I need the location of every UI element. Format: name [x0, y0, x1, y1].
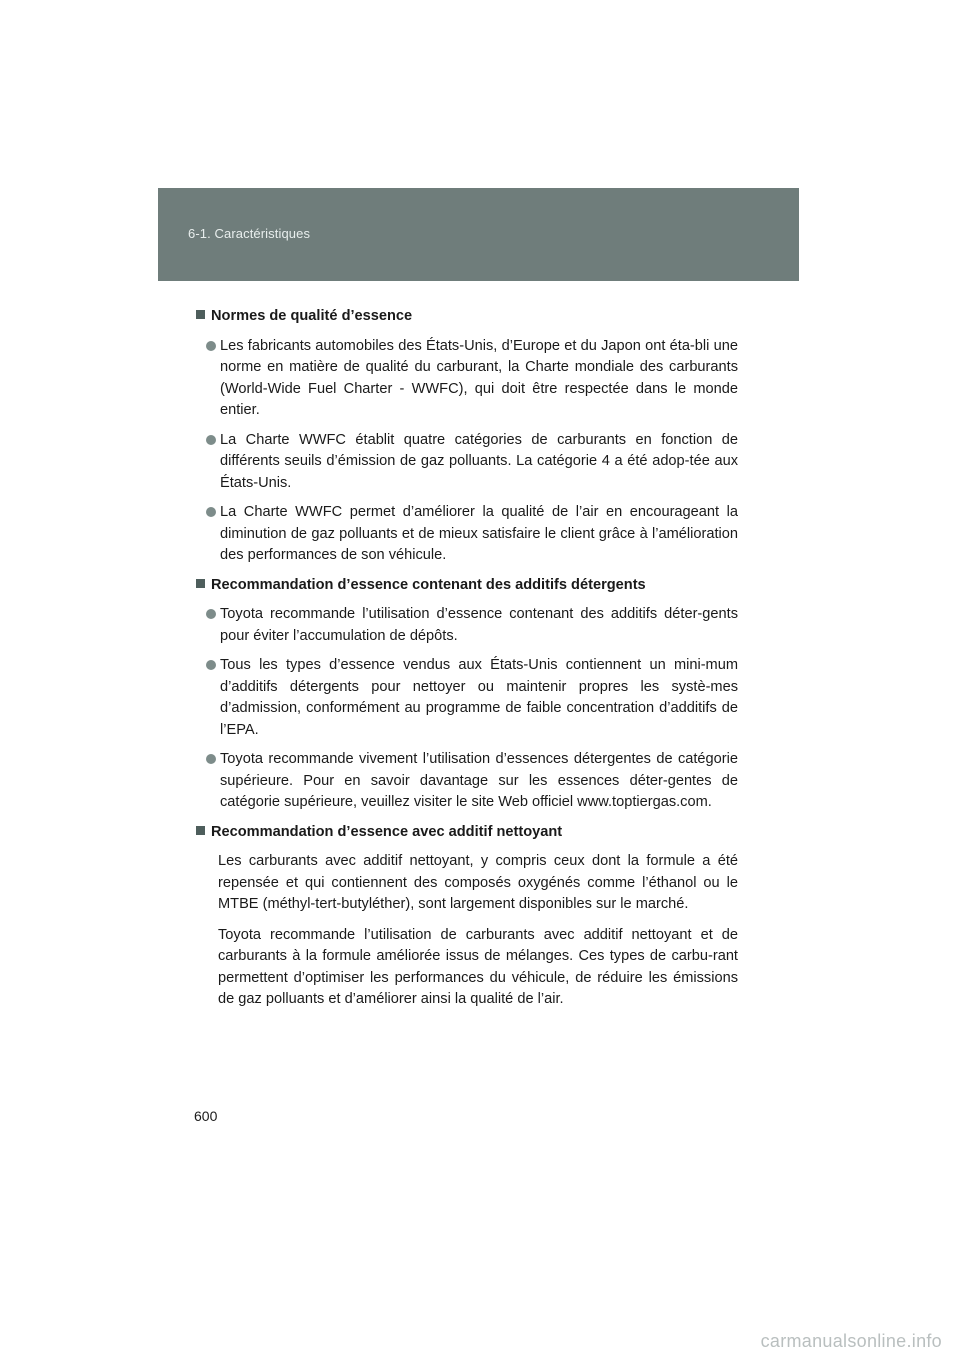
chapter-title: 6-1. Caractéristiques	[188, 226, 311, 241]
page-number: 600	[194, 1108, 218, 1124]
circle-bullet-icon	[206, 507, 216, 517]
circle-bullet-icon	[206, 660, 216, 670]
section-heading: Normes de qualité d’essence	[211, 308, 413, 324]
list-item	[206, 604, 738, 647]
paragraph: Toyota recommande l’utilisation de carburants avec additif nettoyant et de carburants à la formule améliorée issus de mélanges. Ces types de carbu-rant permettent d’optimiser les performances du véhicule, de réduire les émissions de gaz polluants et d’améliorer ainsi la qualité de l’air.	[218, 926, 738, 1007]
list-item-text: Toyota recommande l’utilisation d’essence contenant des additifs déter-gents pour éviter l’accumulation de dépôts.	[220, 606, 738, 644]
section-detergent-fuel	[196, 575, 738, 814]
square-bullet-icon	[196, 579, 205, 588]
list-item	[206, 655, 738, 741]
list-item	[206, 430, 738, 495]
square-bullet-icon	[196, 826, 205, 835]
circle-bullet-icon	[206, 341, 216, 351]
list-item-text: Les fabricants automobiles des États-Unis, d’Europe et du Japon ont éta-bli une norme en matière de qualité du carburant, la Charte mondiale des carburants (World-Wide Fuel Charter - WWFC), qui doit être respectée dans le monde entier.	[220, 337, 738, 418]
list-item-text: La Charte WWFC établit quatre catégories de carburants en fonction de différents seuils d’émission de gaz polluants. La catégorie 4 a été adop-tée aux États-Unis.	[220, 431, 738, 491]
list-item-text: Toyota recommande vivement l’utilisation d’essences détergentes de catégorie supérieure. Pour en savoir davantage sur les essences déter-gentes de catégorie supérieure, veuillez visiter le site Web officiel www.toptiergas.com.	[220, 751, 738, 810]
circle-bullet-icon	[206, 754, 216, 764]
list-item-text: La Charte WWFC permet d’améliorer la qualité de l’air en encourageant la diminution de gaz polluants et de mieux satisfaire le client grâce à l’amélioration des performances de son véhicule.	[220, 504, 738, 563]
section-fuel-quality-standards	[196, 306, 738, 567]
square-bullet-icon	[196, 310, 205, 319]
list-item	[206, 749, 738, 814]
page-content	[196, 306, 738, 1020]
section-clean-air-fuel	[196, 822, 738, 1011]
list-item	[206, 336, 738, 422]
paragraph: Les carburants avec additif nettoyant, y compris ceux dont la formule a été repensée et qui contiennent des composés oxygénés comme l’éthanol ou le MTBE (méthyl-tert-butyléther), sont largement disponibles sur le marché.	[218, 853, 738, 912]
list-item-text: Tous les types d’essence vendus aux États-Unis contiennent un mini-mum d’additifs détergents pour nettoyer ou maintenir propres les systè-mes d’admission, conformément au programme de faible concentration d’additifs de l’EPA.	[220, 657, 738, 738]
list-item	[206, 502, 738, 567]
chapter-header-band	[158, 188, 799, 281]
watermark: carmanualsonline.info	[760, 1331, 942, 1351]
circle-bullet-icon	[206, 609, 216, 619]
bullet-list	[196, 336, 738, 567]
section-heading: Recommandation d’essence contenant des additifs détergents	[211, 576, 646, 593]
circle-bullet-icon	[206, 435, 216, 445]
section-heading: Recommandation d’essence avec additif nettoyant	[211, 823, 563, 840]
bullet-list	[196, 604, 738, 814]
